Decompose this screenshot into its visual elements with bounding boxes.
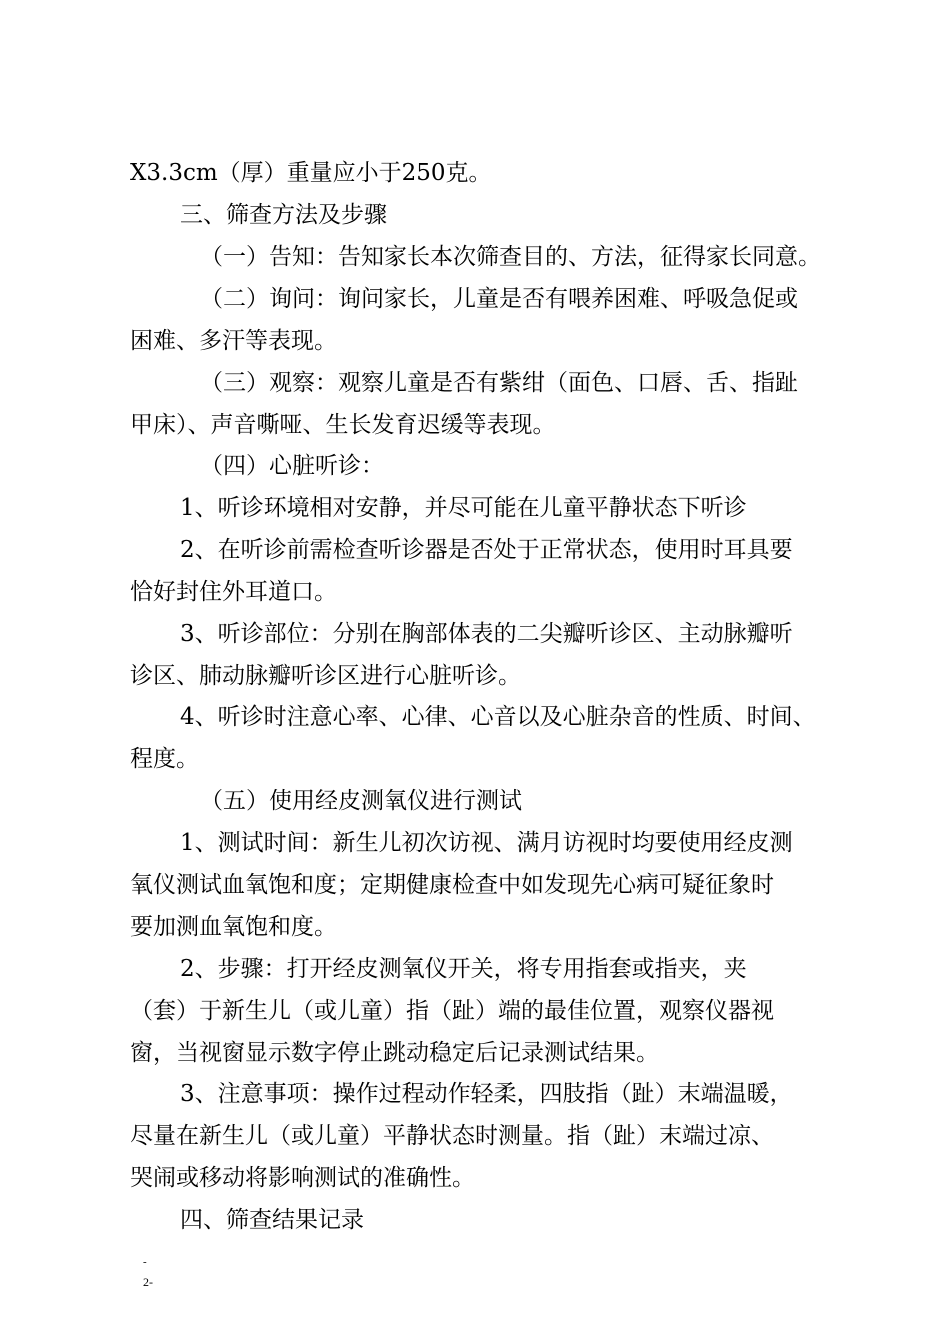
page-number: 2- bbox=[143, 1275, 153, 1289]
text-line: 哭闹或移动将影响测试的准确性。 bbox=[130, 1165, 475, 1191]
text-line: 甲床）、声音嘶哑、生长发育迟缓等表现。 bbox=[130, 412, 556, 438]
text-line: 诊区、肺动脉瓣听诊区进行心脏听诊。 bbox=[130, 663, 521, 689]
text-line: 2、在听诊前需检查听诊器是否处于正常状态，使用时耳具要 bbox=[180, 537, 793, 563]
text-line: 3、听诊部位：分别在胸部体表的二尖瓣听诊区、主动脉瓣听 bbox=[180, 621, 793, 647]
text-line: 1、听诊环境相对安静，并尽可能在儿童平静状态下听诊 bbox=[180, 495, 747, 521]
text-line: 氧仪测试血氧饱和度；定期健康检查中如发现先心病可疑征象时 bbox=[130, 872, 774, 898]
text-line: 2、步骤：打开经皮测氧仪开关，将专用指套或指夹，夹 bbox=[180, 956, 747, 982]
text-line: 3、注意事项：操作过程动作轻柔，四肢指（趾）末端温暖， bbox=[180, 1081, 793, 1107]
text-line: 尽量在新生儿（或儿童）平静状态时测量。指（趾）末端过凉、 bbox=[130, 1123, 774, 1149]
text-line: （三）观察：观察儿童是否有紫绀（面色、口唇、舌、指趾 bbox=[200, 370, 798, 396]
text-line: 困难、多汗等表现。 bbox=[130, 328, 337, 354]
text-line: 程度。 bbox=[130, 746, 199, 772]
text-line: 1、测试时间：新生儿初次访视、满月访视时均要使用经皮测 bbox=[180, 830, 793, 856]
section-heading: 三、筛查方法及步骤 bbox=[180, 202, 387, 228]
text-line: 要加测血氧饱和度。 bbox=[130, 914, 337, 940]
subsection-heading: （四）心脏听诊： bbox=[200, 453, 384, 479]
text-line: 窗，当视窗显示数字停止跳动稳定后记录测试结果。 bbox=[130, 1040, 659, 1066]
section-heading: 四、筛查结果记录 bbox=[180, 1207, 364, 1233]
text-line: 4、听诊时注意心率、心律、心音以及心脏杂音的性质、时间、 bbox=[180, 704, 816, 730]
text-line: X3.3cm（厚）重量应小于250克。 bbox=[130, 160, 492, 186]
text-line: 恰好封住外耳道口。 bbox=[130, 579, 337, 605]
text-line: （一）告知：告知家长本次筛查目的、方法，征得家长同意。 bbox=[200, 244, 821, 270]
text-line: （套）于新生儿（或儿童）指（趾）端的最佳位置，观察仪器视 bbox=[130, 998, 774, 1024]
subsection-heading: （五）使用经皮测氧仪进行测试 bbox=[200, 788, 522, 814]
footer-dash: - bbox=[143, 1256, 147, 1268]
text-line: （二）询问：询问家长，儿童是否有喂养困难、呼吸急促或 bbox=[200, 286, 798, 312]
